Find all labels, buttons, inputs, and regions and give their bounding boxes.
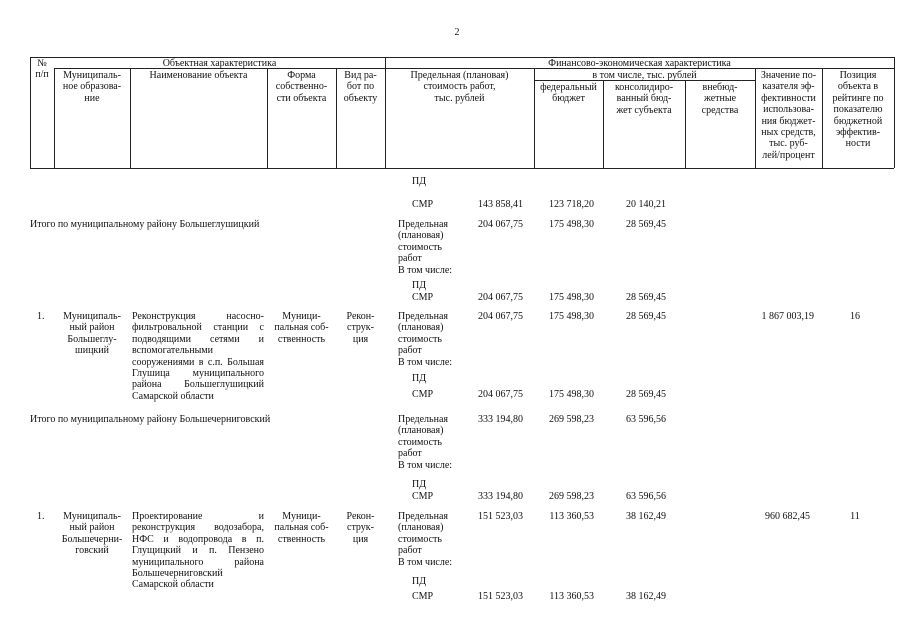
- item-federal: 175 498,30: [549, 311, 594, 322]
- total-cost: 333 194,80: [478, 414, 523, 425]
- smr-label: СМР: [412, 491, 434, 502]
- max-cost-label: Предельная (плановая) стоимость работ В том числе:: [398, 414, 453, 471]
- smr-federal: 123 718,20: [549, 199, 594, 210]
- item-efficiency: 960 682,45: [765, 511, 810, 522]
- total-consolidated: 28 569,45: [626, 219, 666, 230]
- max-cost-label: Предельная (плановая) стоимость работ В том числе:: [398, 219, 453, 276]
- header-rating: Позиция объекта в рейтинге по показателю бюджетной эффектив- ности: [832, 70, 884, 150]
- item-work-type: Рекон- струк- ция: [346, 311, 375, 345]
- pd-label: ПД: [412, 280, 427, 291]
- item-work-type: Рекон- струк- ция: [346, 511, 375, 545]
- max-cost-label: Предельная (плановая) стоимость работ В том числе:: [398, 311, 453, 368]
- smr-consolidated: 20 140,21: [626, 199, 666, 210]
- row-number: 1.: [37, 511, 45, 522]
- header-num: № п/п: [35, 58, 49, 80]
- smr-label: СМР: [412, 199, 434, 210]
- item-name: Проектирование и реконструкция водозабора, НФС и водопровода в п. Глущицкий и п. Пензено муниципального района Большечерниговский Самарской области: [132, 511, 264, 591]
- item-rating: 16: [850, 311, 860, 322]
- item-name: Реконструкция насосно-фильтровальной станции с подводящими сетями и вспомогательными сооружениями в с.п. Большая Глушица муниципального района Большеглушицкий Самарской области: [132, 311, 264, 402]
- smr-federal: 269 598,23: [549, 491, 594, 502]
- smr-federal: 113 360,53: [549, 591, 594, 602]
- pd-label: ПД: [412, 479, 427, 490]
- smr-consolidated: 38 162,49: [626, 591, 666, 602]
- total-federal: 175 498,30: [549, 219, 594, 230]
- smr-federal: 175 498,30: [549, 389, 594, 400]
- header-federal: федеральный бюджет: [540, 82, 597, 105]
- header-work-type: Вид ра- бот по объекту: [343, 70, 378, 104]
- pd-label: ПД: [412, 176, 427, 187]
- item-efficiency: 1 867 003,19: [761, 311, 814, 322]
- item-cost: 151 523,03: [478, 511, 523, 522]
- smr-cost: 151 523,03: [478, 591, 523, 602]
- header-municipality: Муниципаль- ное образова- ние: [62, 70, 122, 104]
- smr-cost: 333 194,80: [478, 491, 523, 502]
- item-municipality: Муниципаль- ный район Большечерни- говский: [61, 511, 123, 557]
- header-object-name: Наименование объекта: [149, 70, 248, 81]
- item-ownership: Муници- пальная соб- ственность: [274, 311, 329, 345]
- item-rating: 11: [850, 511, 860, 522]
- smr-label: СМР: [412, 292, 434, 303]
- header-incl: в том числе, тыс. рублей: [592, 70, 697, 81]
- total-consolidated: 63 596,56: [626, 414, 666, 425]
- smr-federal: 175 498,30: [549, 292, 594, 303]
- item-federal: 113 360,53: [549, 511, 594, 522]
- smr-consolidated: 63 596,56: [626, 491, 666, 502]
- header-efficiency: Значение по- казателя эф- фективности использова- ния бюджет- ных средств, тыс. руб- лей/процент: [760, 70, 817, 161]
- item-municipality: Муниципаль- ный район Большеглу- шицкий: [63, 311, 121, 357]
- header-max-cost: Предельная (плановая) стоимость работ, тыс. рублей: [410, 70, 509, 104]
- smr-label: СМР: [412, 389, 434, 400]
- header-ownership: Форма собственно- сти объекта: [275, 70, 328, 104]
- item-ownership: Муници- пальная соб- ственность: [274, 511, 329, 545]
- item-consolidated: 28 569,45: [626, 311, 666, 322]
- header-consolidated: консолидиро- ванный бюд- жет субъекта: [614, 82, 674, 116]
- item-consolidated: 38 162,49: [626, 511, 666, 522]
- smr-consolidated: 28 569,45: [626, 292, 666, 303]
- total-title: Итого по муниципальному району Большеглушицкий: [30, 219, 260, 230]
- total-title: Итого по муниципальному району Большечерниговский: [30, 414, 271, 425]
- pd-label: ПД: [412, 576, 427, 587]
- item-cost: 204 067,75: [478, 311, 523, 322]
- header-object-group: Объектная характеристика: [162, 58, 277, 69]
- header-finance-group: Финансово-экономическая характеристика: [548, 58, 731, 69]
- total-cost: 204 067,75: [478, 219, 523, 230]
- max-cost-label: Предельная (плановая) стоимость работ В том числе:: [398, 511, 453, 568]
- row-number: 1.: [37, 311, 45, 322]
- smr-cost: 143 858,41: [478, 199, 523, 210]
- smr-cost: 204 067,75: [478, 389, 523, 400]
- header-extrabudget: внебюд- жетные средства: [701, 82, 739, 116]
- smr-consolidated: 28 569,45: [626, 389, 666, 400]
- smr-label: СМР: [412, 591, 434, 602]
- pd-label: ПД: [412, 373, 427, 384]
- page-number: 2: [454, 27, 460, 38]
- total-federal: 269 598,23: [549, 414, 594, 425]
- smr-cost: 204 067,75: [478, 292, 523, 303]
